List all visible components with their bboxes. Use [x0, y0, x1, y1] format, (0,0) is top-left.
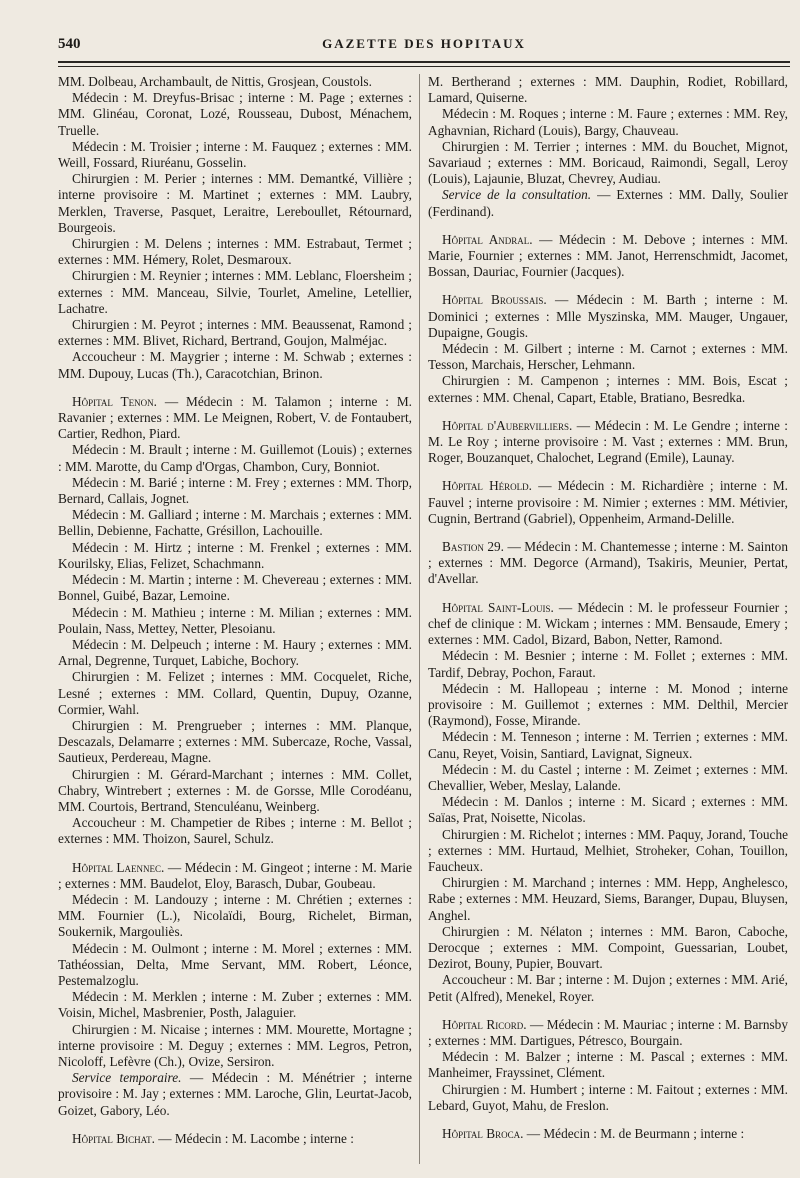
entry-text: — Médecin : M. de Beurmann ; interne :	[523, 1125, 745, 1141]
staff-entry	[58, 669, 412, 718]
entry-text: — Externes : MM. Dally, Soulier (Ferdinand).	[428, 187, 788, 219]
header-rule-thick	[58, 61, 790, 63]
staff-entry	[58, 1070, 412, 1119]
hospital-name: Hôpital Broussais.	[442, 292, 547, 308]
page-number: 540	[58, 36, 81, 52]
section-gap	[428, 466, 788, 478]
entry-text: — Médecin : M. Richardière ; interne : M. Fauvel ; interne provisoire : M. Nimier ; externes : MM. Métivier, Cugnin, Bertrand (Gabriel), Oppenheim, Armand-Delille.	[428, 478, 788, 526]
staff-entry	[58, 442, 412, 474]
entry-text: Chirurgien : M. Perier ; internes : MM. Demantké, Villière ; interne provisoire : M. Martinet ; externes : MM. Laubry, Merklen, Traverse, Pasquet, Leraitre, Lereboullet, Rétournard, Bourgeois.	[58, 171, 412, 235]
entry-text: Médecin : M. Dreyfus-Brisac ; interne : M. Page ; externes : MM. Glinéau, Coronat, Lozé, Rousseau, Dubost, Ménachem, Truelle.	[58, 90, 412, 138]
entry-text: Chirurgien : M. Marchand ; internes : MM. Hepp, Anghelesco, Rabe ; externes : MM. Heuzard, Siems, Baranger, Dupau, Bluysen, Anghel.	[428, 875, 788, 923]
entry-text: Médecin : M. Merklen ; interne : M. Zuber ; externes : MM. Voisin, Michel, Masbrenier, Posth, Jalaguier.	[58, 989, 412, 1021]
hospital-name: Hôpital Bichat.	[72, 1130, 155, 1146]
staff-entry	[58, 268, 412, 317]
entry-text: — Médecin : M. Barth ; interne : M. Dominici ; externes : Mlle Myszinska, MM. Mauger, Ungauer, Dupaigne, Gougis.	[428, 292, 788, 340]
staff-entry	[58, 349, 412, 381]
entry-text: Médecin : M. Brault ; interne : M. Guillemot (Louis) ; externes : MM. Marotte, du Camp d'Orgas, Chambon, Cury, Bonniot.	[58, 442, 412, 474]
hospital-name: Hôpital Laennec.	[72, 859, 165, 875]
staff-entry	[428, 1082, 788, 1114]
staff-entry	[428, 648, 788, 680]
staff-entry	[428, 74, 788, 106]
entry-text: Médecin : M. Galliard ; interne : M. Marchais ; externes : MM. Bellin, Debienne, Fachatte, Grésillon, Lachouille.	[58, 507, 412, 539]
entry-text: MM. Dolbeau, Archambault, de Nittis, Grosjean, Coustols.	[58, 74, 372, 89]
section-gap	[58, 382, 412, 394]
journal-title: GAZETTE DES HOPITAUX	[322, 36, 526, 51]
staff-entry	[428, 187, 788, 219]
entry-text: — Médecin : M. Mauriac ; interne : M. Barnsby ; externes : MM. Dartigues, Pétresco, Bourgain.	[428, 1016, 788, 1048]
staff-entry	[428, 373, 788, 405]
entry-text: M. Bertherand ; externes : MM. Dauphin, Rodiet, Robillard, Lamard, Quiserne.	[428, 74, 788, 106]
staff-entry	[58, 475, 412, 507]
staff-entry	[58, 572, 412, 604]
section-gap	[428, 220, 788, 232]
entry-text: Médecin : M. Balzer ; interne : M. Pascal ; externes : MM. Manheimer, Frayssinet, Clément.	[428, 1049, 788, 1081]
entry-text: — Médecin : M. le professeur Fournier ; chef de clinique : M. Wickam ; internes : MM. Bensaude, Emery ; externes : MM. Cadol, Bizard, Babon, Netter, Ramond.	[428, 599, 788, 648]
entry-text: Chirurgien : M. Nélaton ; internes : MM. Baron, Caboche, Derocque ; externes : MM. Compoint, Guessarian, Loubet, Dezirot, Bouny, Pupier, Bouvart.	[428, 923, 788, 972]
staff-entry	[58, 90, 412, 139]
entry-text: Médecin : M. Martin ; interne : M. Chevereau ; externes : MM. Bonnel, Guibé, Bazar, Lemoine.	[58, 572, 412, 604]
staff-entry	[428, 924, 788, 973]
hospital-entry	[428, 1017, 788, 1049]
entry-text: Chirurgien : M. Prengrueber ; internes : MM. Planque, Descazals, Delamarre ; externes : MM. Subercaze, Roche, Vassal, Sautieux, Perdereau, Magne.	[58, 717, 412, 766]
section-gap	[428, 1114, 788, 1126]
entry-text: Chirurgien : M. Terrier ; internes : MM. du Bouchet, Mignot, Savariaud ; externes : MM. Boricaud, Raimondi, Segall, Leroy (Louis), Lajaunie, Bluzat, Chevrey, Audiau.	[428, 138, 788, 187]
hospital-entry	[428, 600, 788, 649]
entry-text: Médecin : M. Delpeuch ; interne : M. Haury ; externes : MM. Arnal, Degrenne, Turquet, Labiche, Bochory.	[58, 636, 412, 669]
entry-text: — Médecin : M. Gingeot ; interne : M. Marie ; externes : MM. Baudelot, Eloy, Barasch, Dubar, Goubeau.	[58, 859, 412, 891]
entry-text: Chirurgien : M. Reynier ; internes : MM. Leblanc, Floersheim ; externes : MM. Manceau, Silvie, Tourlet, Ameline, Letellier, Lachatre.	[58, 268, 412, 316]
hospital-entry	[58, 394, 412, 443]
entry-text: — Médecin : M. Le Gendre ; interne : M. Le Roy ; interne provisoire : M. Vast ; externes : MM. Brun, Roger, Bouzanquet, Chalochet, Legrand (Emile), Launay.	[428, 417, 788, 466]
staff-entry	[428, 139, 788, 188]
entry-text: Accoucheur : M. Champetier de Ribes ; interne : M. Bellot ; externes : MM. Thoizon, Saurel, Schulz.	[58, 815, 412, 847]
hospital-name: Hôpital Broca.	[442, 1125, 524, 1141]
entry-text: Chirurgien : M. Delens ; internes : MM. Estrabaut, Termet ; externes : MM. Hémery, Rolet, Desmaroux.	[58, 236, 412, 268]
entry-text: Médecin : M. Mathieu ; interne : M. Milian ; externes : MM. Poulain, Nass, Mettey, Netter, Plesoianu.	[58, 604, 412, 636]
entry-text: Chirurgien : M. Richelot ; internes : MM. Paquy, Jorand, Touche ; externes : MM. Hurtaud, Melhiet, Stroheker, Cohan, Touillon, Faucheux.	[428, 826, 788, 874]
entry-text: Médecin : M. Danlos ; interne : M. Sicard ; externes : MM. Saïas, Prat, Noisette, Nicolas.	[428, 794, 788, 826]
staff-entry	[58, 1022, 412, 1071]
right-column	[428, 74, 788, 1142]
staff-entry	[58, 989, 412, 1021]
entry-text: Médecin : M. Hirtz ; interne : M. Frenkel ; externes : MM. Kourilsky, Elias, Felizet, Schachmann.	[58, 539, 412, 571]
hospital-name: Hôpital Tenon.	[72, 393, 157, 409]
hospital-entry	[428, 1126, 788, 1142]
staff-entry	[428, 794, 788, 826]
column-divider	[419, 74, 420, 1164]
hospital-name: Hôpital Ricord.	[442, 1016, 527, 1032]
entry-text: Médecin : M. Roques ; interne : M. Faure ; externes : MM. Rey, Aghavnian, Richard (Louis), Bargy, Chauveau.	[428, 106, 788, 138]
staff-entry	[58, 540, 412, 572]
hospital-entry	[58, 860, 412, 892]
entry-text: Médecin : M. Besnier ; interne : M. Follet ; externes : MM. Tardif, Debray, Pochon, Faraut.	[428, 648, 788, 680]
staff-entry	[428, 875, 788, 924]
staff-entry	[58, 139, 412, 171]
entry-text: Médecin : M. Landouzy ; interne : M. Chrétien ; externes : MM. Fournier (L.), Nicolaïdi, Bourg, Richelet, Birman, Soukernik, Margouliès.	[58, 891, 412, 940]
entry-text: — Médecin : M. Talamon ; interne : M. Ravanier ; externes : MM. Le Meignen, Robert, V. de Fontaubert, Cartier, Redhon, Piard.	[58, 393, 412, 442]
service-name: Service temporaire.	[72, 1070, 182, 1086]
staff-entry	[58, 74, 412, 90]
hospital-entry	[428, 478, 788, 527]
staff-entry	[58, 605, 412, 637]
hospital-name: Hôpital Hérold.	[442, 478, 533, 494]
hospital-name: Hôpital Saint-Louis.	[442, 599, 554, 615]
hospital-entry	[428, 232, 788, 281]
header-rule-thin	[58, 66, 790, 67]
entry-text: Chirurgien : M. Humbert ; interne : M. Faitout ; externes : MM. Lebard, Guyot, Mahu, de Freslon.	[428, 1081, 788, 1113]
entry-text: Médecin : M. du Castel ; interne : M. Zeimet ; externes : MM. Chevallier, Weber, Meslay, Lalande.	[428, 761, 788, 793]
entry-text: Accoucheur : M. Maygrier ; interne : M. Schwab ; externes : MM. Dupouy, Lucas (Th.), Caracotchian, Brinon.	[58, 349, 412, 381]
service-name: Service de la consultation.	[442, 187, 592, 203]
staff-entry	[58, 892, 412, 941]
hospital-name: Hôpital Andral.	[442, 231, 533, 247]
entry-text: Chirurgien : M. Peyrot ; internes : MM. Beaussenat, Ramond ; externes : MM. Blivet, Richard, Bertrand, Goujon, Malméjac.	[58, 317, 412, 349]
staff-entry	[58, 941, 412, 990]
entry-text: Médecin : M. Tenneson ; interne : M. Terrien ; externes : MM. Canu, Reyet, Voisin, Santiard, Lavignat, Signeux.	[428, 729, 788, 761]
entry-text: Chirurgien : M. Campenon ; internes : MM. Bois, Escat ; externes : MM. Chenal, Capart, Etable, Bratiano, Besredka.	[428, 373, 788, 405]
section-gap	[428, 1005, 788, 1017]
entry-text: Médecin : M. Barié ; interne : M. Frey ; externes : MM. Thorp, Bernard, Callais, Jognet.	[58, 474, 412, 507]
entry-text: Médecin : M. Hallopeau ; interne : M. Monod ; interne provisoire : M. Guillemot ; externes : MM. Delthil, Mercier (Raymond), Fosse, Mirande.	[428, 680, 788, 729]
entry-text: Chirurgien : M. Felizet ; internes : MM. Cocquelet, Riche, Lesné ; externes : MM. Collard, Quentin, Dupuy, Ozanne, Cormier, Wahl.	[58, 669, 412, 717]
section-gap	[58, 848, 412, 860]
section-gap	[428, 588, 788, 600]
staff-entry	[428, 1049, 788, 1081]
staff-entry	[428, 827, 788, 876]
hospital-entry	[428, 539, 788, 588]
entry-text: — Médecin : M. Chantemesse ; interne : M. Sainton ; externes : MM. Degorce (Armand), Tsakiris, Meunier, Pertat, d'Avellar.	[428, 539, 788, 587]
hospital-name: Bastion 29.	[442, 539, 504, 555]
staff-entry	[58, 317, 412, 349]
entry-text: Médecin : M. Gilbert ; interne : M. Carnot ; externes : MM. Tesson, Marchais, Herscher, Lehmann.	[428, 341, 788, 373]
section-gap	[428, 280, 788, 292]
staff-entry	[58, 171, 412, 236]
hospital-name: Hôpital d'Aubervilliers.	[442, 417, 573, 433]
left-column	[58, 74, 412, 1147]
entry-text: — Médecin : M. Lacombe ; interne :	[154, 1130, 354, 1146]
staff-entry	[428, 106, 788, 138]
staff-entry	[58, 718, 412, 767]
entry-text: Chirurgien : M. Gérard-Marchant ; internes : MM. Collet, Chabry, Wintrebert ; externes : M. de Gorsse, Mlle Corodéanu, MM. Courtois, Bertrand, Stenculéanu, Weinberg.	[58, 766, 412, 814]
staff-entry	[58, 767, 412, 816]
staff-entry	[428, 729, 788, 761]
section-gap	[428, 527, 788, 539]
staff-entry	[428, 972, 788, 1004]
staff-entry	[58, 236, 412, 268]
staff-entry	[58, 815, 412, 847]
section-gap	[58, 1119, 412, 1131]
hospital-entry	[428, 418, 788, 467]
entry-text: Médecin : M. Troisier ; interne : M. Fauquez ; externes : MM. Weill, Fossard, Riuréanu, Gosselin.	[58, 138, 412, 171]
section-gap	[428, 406, 788, 418]
staff-entry	[428, 681, 788, 730]
hospital-entry	[58, 1131, 412, 1147]
staff-entry	[428, 762, 788, 794]
page-header	[58, 36, 790, 56]
staff-entry	[428, 341, 788, 373]
staff-entry	[58, 637, 412, 669]
staff-entry	[58, 507, 412, 539]
entry-text: Médecin : M. Oulmont ; interne : M. Morel ; externes : MM. Tathéossian, Delta, Mme Servant, MM. Robert, Léonce, Pestemalzoglu.	[58, 940, 412, 988]
entry-text: Chirurgien : M. Nicaise ; internes : MM. Mourette, Mortagne ; interne provisoire : M. Deguy ; externes : MM. Legros, Petron, Nicoloff, Lefèvre (Ch.), Ovize, Sersiron.	[58, 1021, 412, 1069]
hospital-entry	[428, 292, 788, 341]
entry-text: — Médecin : M. Debove ; internes : MM. Marie, Fournier ; externes : MM. Janot, Herrenschmidt, Jacomet, Bossan, Dauriac, Fournier (Jacques).	[428, 231, 788, 280]
entry-text: Accoucheur : M. Bar ; interne : M. Dujon ; externes : MM. Arié, Petit (Alfred), Menekel, Royer.	[428, 972, 788, 1004]
entry-text: — Médecin : M. Ménétrier ; interne provisoire : M. Jay ; externes : MM. Laroche, Glin, Leurtat-Jacob, Goizet, Gabory, Léo.	[58, 1070, 412, 1118]
